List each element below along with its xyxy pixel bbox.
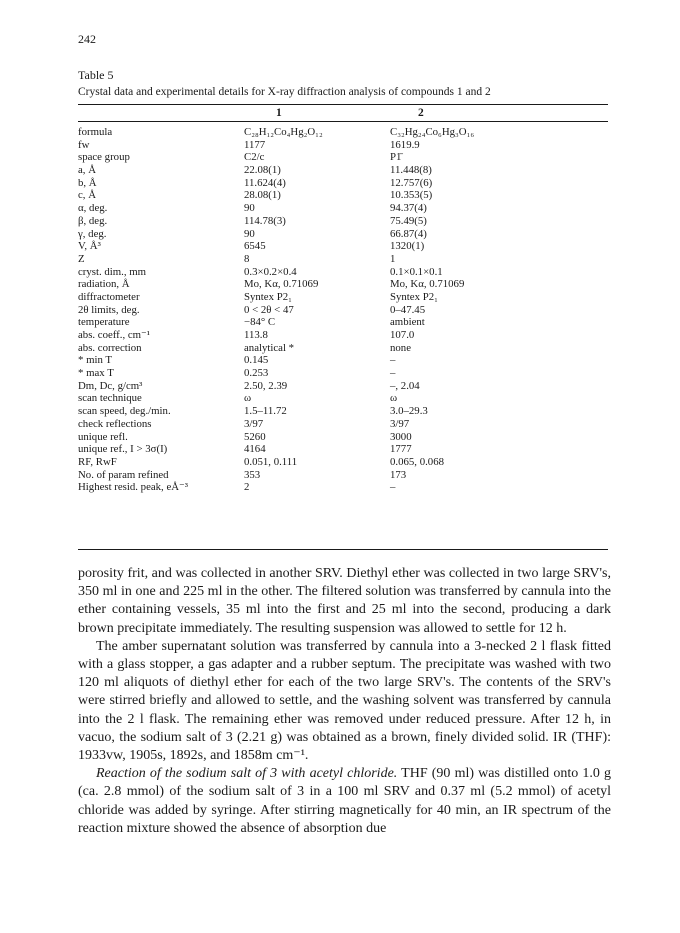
table-row bbox=[78, 228, 608, 241]
row-value-2: – bbox=[390, 481, 396, 494]
row-label: cryst. dim., mm bbox=[78, 265, 147, 278]
row-label: unique ref., I > 3σ(I) bbox=[78, 443, 168, 456]
row-value-2: 12.757(6) bbox=[390, 176, 433, 189]
table-row bbox=[78, 139, 608, 152]
row-value-2: 11.448(8) bbox=[390, 164, 432, 177]
row-value-2: 1619.9 bbox=[390, 138, 420, 151]
row-value-1: 0 < 2θ < 47 bbox=[244, 303, 294, 316]
table-top-rule bbox=[78, 104, 608, 105]
row-value-2: 1 bbox=[390, 252, 396, 265]
row-value-1: C2/c bbox=[244, 151, 265, 164]
row-value-2: 3.0–29.3 bbox=[390, 405, 428, 418]
row-value-2: 10.353(5) bbox=[390, 189, 433, 202]
table-row bbox=[78, 291, 608, 304]
row-label: c, Å bbox=[78, 189, 96, 202]
row-value-1: 1.5–11.72 bbox=[244, 405, 287, 418]
table-row bbox=[78, 342, 608, 355]
row-label: γ, deg. bbox=[78, 227, 107, 240]
row-label: α, deg. bbox=[78, 202, 108, 215]
table-label: Table 5 bbox=[78, 68, 114, 82]
row-value-2: – bbox=[390, 367, 396, 380]
table-row bbox=[78, 418, 608, 431]
row-label: a, Å bbox=[78, 164, 96, 177]
table-row bbox=[78, 266, 608, 279]
row-value-1: 353 bbox=[244, 468, 261, 481]
row-value-1: −84° C bbox=[244, 316, 276, 329]
row-value-1: 11.624(4) bbox=[244, 176, 286, 189]
table-row bbox=[78, 469, 608, 482]
row-value-2: – bbox=[390, 354, 396, 367]
row-value-1: 0.3×0.2×0.4 bbox=[244, 265, 297, 278]
row-value-1: Mo, Kα, 0.71069 bbox=[244, 278, 319, 291]
row-value-1: 2 bbox=[244, 481, 250, 494]
row-value-2: 0–47.45 bbox=[390, 303, 426, 316]
page-number: 242 bbox=[78, 32, 96, 46]
row-value-2: ω bbox=[390, 392, 398, 405]
row-value-1: 6545 bbox=[244, 240, 266, 253]
row-label: V, Å³ bbox=[78, 240, 101, 253]
paragraph-2: The amber supernatant solution was transferred by cannula into a 3-necked 2 l flask fitted with a glass stopper, a gas adapter and a rubber septum. The precipitate was washed with two 120 ml aliquots of diethyl ether for each of the two large SRV's. The contents of the SRV's were stirred briefly and allowed to settle, and the washing solvent was transferred by cannula into the 2 l flask. The remaining ether was removed under reduced pressure. After 12 h, in vacuo, the sodium salt of 3 (2.21 g) was obtained as a brown, finely divided solid. IR (THF): 1933vw, 1905s, 1892s, and 1858m cm⁻¹. bbox=[78, 638, 611, 764]
row-value-1: 0.051, 0.111 bbox=[244, 455, 298, 468]
row-value-2: Mo, Kα, 0.71069 bbox=[390, 278, 465, 291]
table-row bbox=[78, 253, 608, 266]
paragraph-3-text: THF (90 ml) was distilled onto 1.0 g (ca. 2.8 mmol) of the sodium salt of 3 in a 100 ml SRV and 0.37 ml (5.2 mmol) of acetyl chloride was added by syringe. After stirring magnetically for 40 min, an IR spectrum of the reaction mixture showed the absence of absorption due bbox=[78, 766, 612, 836]
row-value-1: 1177 bbox=[244, 138, 266, 151]
table-body bbox=[78, 126, 608, 494]
row-value-2: –, 2.04 bbox=[390, 379, 420, 392]
paragraph-3 bbox=[78, 765, 611, 838]
row-label: formula bbox=[78, 126, 113, 138]
table-row bbox=[78, 151, 608, 164]
row-value-1: C₂₈H₁₂Co₄Hg₂O₁₂ bbox=[244, 126, 323, 138]
row-value-1: 2.50, 2.39 bbox=[244, 379, 288, 392]
row-value-2: 3000 bbox=[390, 430, 412, 443]
row-value-1: 0.145 bbox=[244, 354, 269, 367]
row-value-2: 0.065, 0.068 bbox=[390, 455, 444, 468]
table-row bbox=[78, 240, 608, 253]
row-value-1: 22.08(1) bbox=[244, 164, 281, 177]
row-label: abs. coeff., cm⁻¹ bbox=[78, 329, 150, 341]
row-value-1: 113.8 bbox=[244, 329, 268, 341]
table-row bbox=[78, 189, 608, 202]
column-header-1: 1 bbox=[276, 107, 282, 119]
table-row bbox=[78, 304, 608, 317]
row-value-1: 90 bbox=[244, 202, 255, 215]
table-row bbox=[78, 177, 608, 190]
table-row bbox=[78, 278, 608, 291]
row-value-2: 107.0 bbox=[390, 329, 415, 341]
table-row bbox=[78, 380, 608, 393]
row-label: No. of param refined bbox=[78, 468, 169, 481]
table-row bbox=[78, 456, 608, 469]
row-label: unique refl. bbox=[78, 430, 128, 443]
body-text bbox=[78, 565, 611, 838]
row-label: Highest resid. peak, eÅ⁻³ bbox=[78, 481, 188, 494]
row-value-1: 3/97 bbox=[244, 417, 264, 430]
table-row bbox=[78, 126, 608, 139]
table-bottom-rule bbox=[78, 549, 608, 550]
table-row bbox=[78, 392, 608, 405]
row-label: temperature bbox=[78, 316, 130, 329]
row-label: * max T bbox=[78, 367, 114, 380]
row-label: Dm, Dc, g/cm³ bbox=[78, 379, 143, 392]
row-value-2: 75.49(5) bbox=[390, 214, 427, 227]
table-row bbox=[78, 215, 608, 228]
row-value-2: 3/97 bbox=[390, 417, 410, 430]
table-row bbox=[78, 405, 608, 418]
table-row bbox=[78, 431, 608, 444]
table-caption: Crystal data and experimental details for X-ray diffraction analysis of compounds 1 and 2 bbox=[78, 86, 491, 98]
row-value-1: 114.78(3) bbox=[244, 214, 286, 227]
row-value-1: ω bbox=[244, 392, 252, 405]
table-header-rule bbox=[78, 121, 608, 122]
row-label: β, deg. bbox=[78, 214, 108, 227]
row-value-2: 66.87(4) bbox=[390, 227, 427, 240]
paragraph-1: porosity frit, and was collected in another SRV. Diethyl ether was collected in two large SRV's, 350 ml in one and 225 ml in the other. The filtered solution was transferred by cannula into the ether containing vessels, 35 ml into the first and 25 ml into the second, producing a dark brown precipitate immediately. The resulting suspension was allowed to settle for 12 h. bbox=[78, 566, 611, 636]
row-value-2: none bbox=[390, 341, 411, 354]
row-value-2: 0.1×0.1×0.1 bbox=[390, 265, 443, 278]
table-row bbox=[78, 316, 608, 329]
paragraph-3-title: Reaction of the sodium salt of 3 with acetyl chloride. bbox=[96, 766, 398, 782]
row-label: 2θ limits, deg. bbox=[78, 303, 140, 316]
row-value-2: C₃₂Hg₂₄Co₆Hg₃O₁₆ bbox=[390, 126, 475, 138]
row-label: space group bbox=[78, 151, 130, 164]
row-label: scan technique bbox=[78, 392, 142, 405]
row-value-2: ambient bbox=[390, 316, 425, 329]
table-row bbox=[78, 329, 608, 342]
row-value-1: Syntex P2₁ bbox=[244, 290, 292, 303]
row-value-1: 90 bbox=[244, 227, 255, 240]
column-header-2: 2 bbox=[418, 107, 424, 119]
row-label: check reflections bbox=[78, 417, 152, 430]
row-label: scan speed, deg./min. bbox=[78, 405, 171, 418]
row-label: Z bbox=[78, 252, 85, 265]
table-row bbox=[78, 164, 608, 177]
row-value-2: P1̄ bbox=[390, 151, 402, 164]
table-row bbox=[78, 443, 608, 456]
row-value-2: 1777 bbox=[390, 443, 412, 456]
row-value-2: 173 bbox=[390, 468, 407, 481]
table-row bbox=[78, 367, 608, 380]
table-row bbox=[78, 354, 608, 367]
row-label: abs. correction bbox=[78, 341, 142, 354]
row-label: diffractometer bbox=[78, 290, 140, 303]
row-label: * min T bbox=[78, 354, 112, 367]
row-value-2: Syntex P2₁ bbox=[390, 290, 438, 303]
table-row bbox=[78, 481, 608, 494]
row-value-1: 5260 bbox=[244, 430, 266, 443]
row-label: fw bbox=[78, 138, 90, 151]
table-row bbox=[78, 202, 608, 215]
row-value-1: 4164 bbox=[244, 443, 266, 456]
row-value-1: 0.253 bbox=[244, 367, 269, 380]
row-label: RF, RwF bbox=[78, 455, 117, 468]
row-label: b, Å bbox=[78, 176, 97, 189]
row-value-2: 94.37(4) bbox=[390, 202, 427, 215]
row-value-1: analytical * bbox=[244, 341, 295, 354]
row-value-2: 1320(1) bbox=[390, 240, 425, 253]
row-value-1: 28.08(1) bbox=[244, 189, 281, 202]
row-value-1: 8 bbox=[244, 252, 250, 265]
row-label: radiation, Å bbox=[78, 278, 130, 291]
